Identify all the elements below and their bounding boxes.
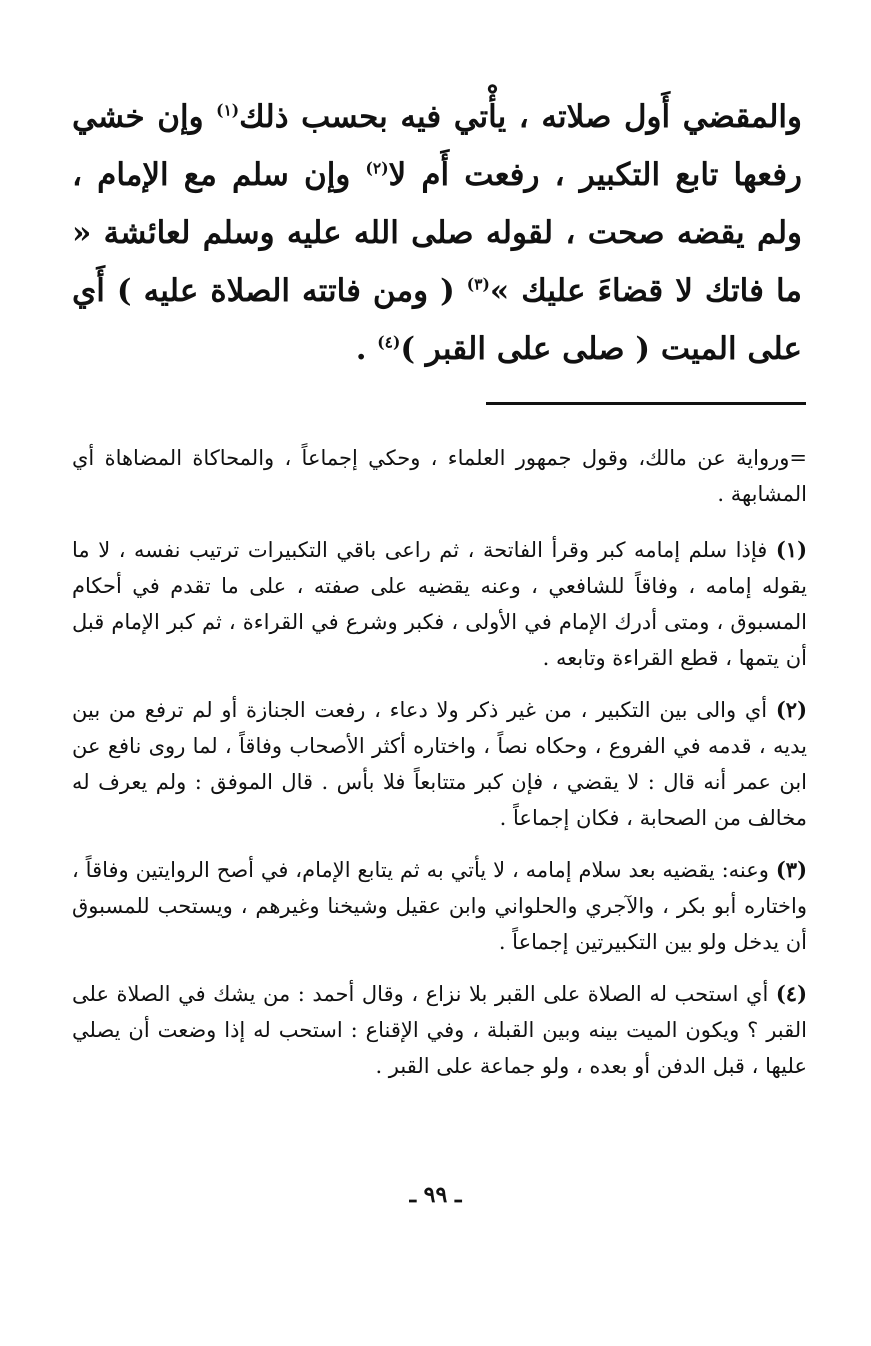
footnote-number: (٢) <box>775 697 807 722</box>
footnote-continuation: =ورواية عن مالك، وقول جمهور العلماء ، وحكي إجماعاً ، والمحاكاة المضاهاة أي المشابهة . <box>72 446 807 506</box>
footnote-text: وعنه: يقضيه بعد سلام إمامه ، لا يأتي به ثم يتابع الإمام، في أصح الروايتين وفاقاً ، واختاره أبو بكر ، والآجري والحلواني وابن عقيل وشيخنا وغيرهم ، ويستحب للمسبوق أن يدخل ولو بين التكبيرتين إجماعاً . <box>72 858 807 954</box>
footnote-1 <box>72 532 807 676</box>
page-number: ـ ٩٩ ـ <box>409 1182 462 1208</box>
footnote-text: فإذا سلم إمامه كبر وقرأ الفاتحة ، ثم راعى باقي التكبيرات ترتيب نفسه ، لا ما يقوله إمامه ، وفاقاً للشافعي ، وعنه يقضيه على صفته ، على ما تقدم في أحكام المسبوق ، ومتى أدرك الإمام في الأولى ، فكبر وشرع في القراءة ، ثم كبر الإمام قبل أن يتمها ، قطع القراءة وتابعه . <box>72 538 807 670</box>
footnote-number: (٣) <box>775 857 807 882</box>
main-text-end: . <box>355 331 378 367</box>
footnote-marker-2: (٢) <box>365 158 389 178</box>
main-paragraph <box>72 88 802 378</box>
footnote-text: أي استحب له الصلاة على القبر بلا نزاع ، وقال أحمد : من يشك في الصلاة على القبر ؟ ويكون الميت بينه وبين القبلة ، وفي الإقناع : استحب له إذا وضعت أن يصلي عليها ، قبل الدفن أو بعده ، ولو جماعة على القبر . <box>72 982 807 1078</box>
footnote-4 <box>72 976 807 1084</box>
footnote-marker-4: (٤) <box>377 332 401 352</box>
footnote-2 <box>72 692 807 836</box>
footnotes-section <box>72 440 807 1100</box>
main-text <box>72 88 802 378</box>
footnote-text: أي والى بين التكبير ، من غير ذكر ولا دعاء ، رفعت الجنازة أو لم ترفع من بين يديه ، قدمه في الفروع ، وحكاه نصاً ، واختاره أكثر الأصحاب وفاقاً ، لما روى نافع عن ابن عمر أنه قال : لا يقضي ، فإن كبر متتابعاً فلا بأس . قال الموفق : ولم يعرف له مخالف من الصحابة ، فكان إجماعاً . <box>72 698 807 830</box>
footnote-number: (١) <box>775 537 807 562</box>
footnote-3 <box>72 852 807 960</box>
main-text-part-3: وإن سلم مع الإمام ، ولم يقضه صحت ، لقوله صلى الله عليه وسلم لعائشة « ما فاتك لا قضاءَ عليك » <box>72 157 802 309</box>
main-text-part-2: وإن خشي رفعها تابع التكبير ، رفعت أَم لا <box>72 99 802 193</box>
footnote-divider <box>486 402 806 405</box>
footnote-marker-3: (٣) <box>466 274 490 294</box>
main-text-part-4: ( ومن فاتته الصلاة عليه ) أَي على الميت ( صلى على القبر ) <box>72 273 802 367</box>
footnote-marker-1: (١) <box>216 100 240 120</box>
footnote-number: (٤) <box>775 981 807 1006</box>
main-text-part-1: والمقضي أَول صلاته ، يأْتي فيه بحسب ذلك <box>239 99 802 135</box>
